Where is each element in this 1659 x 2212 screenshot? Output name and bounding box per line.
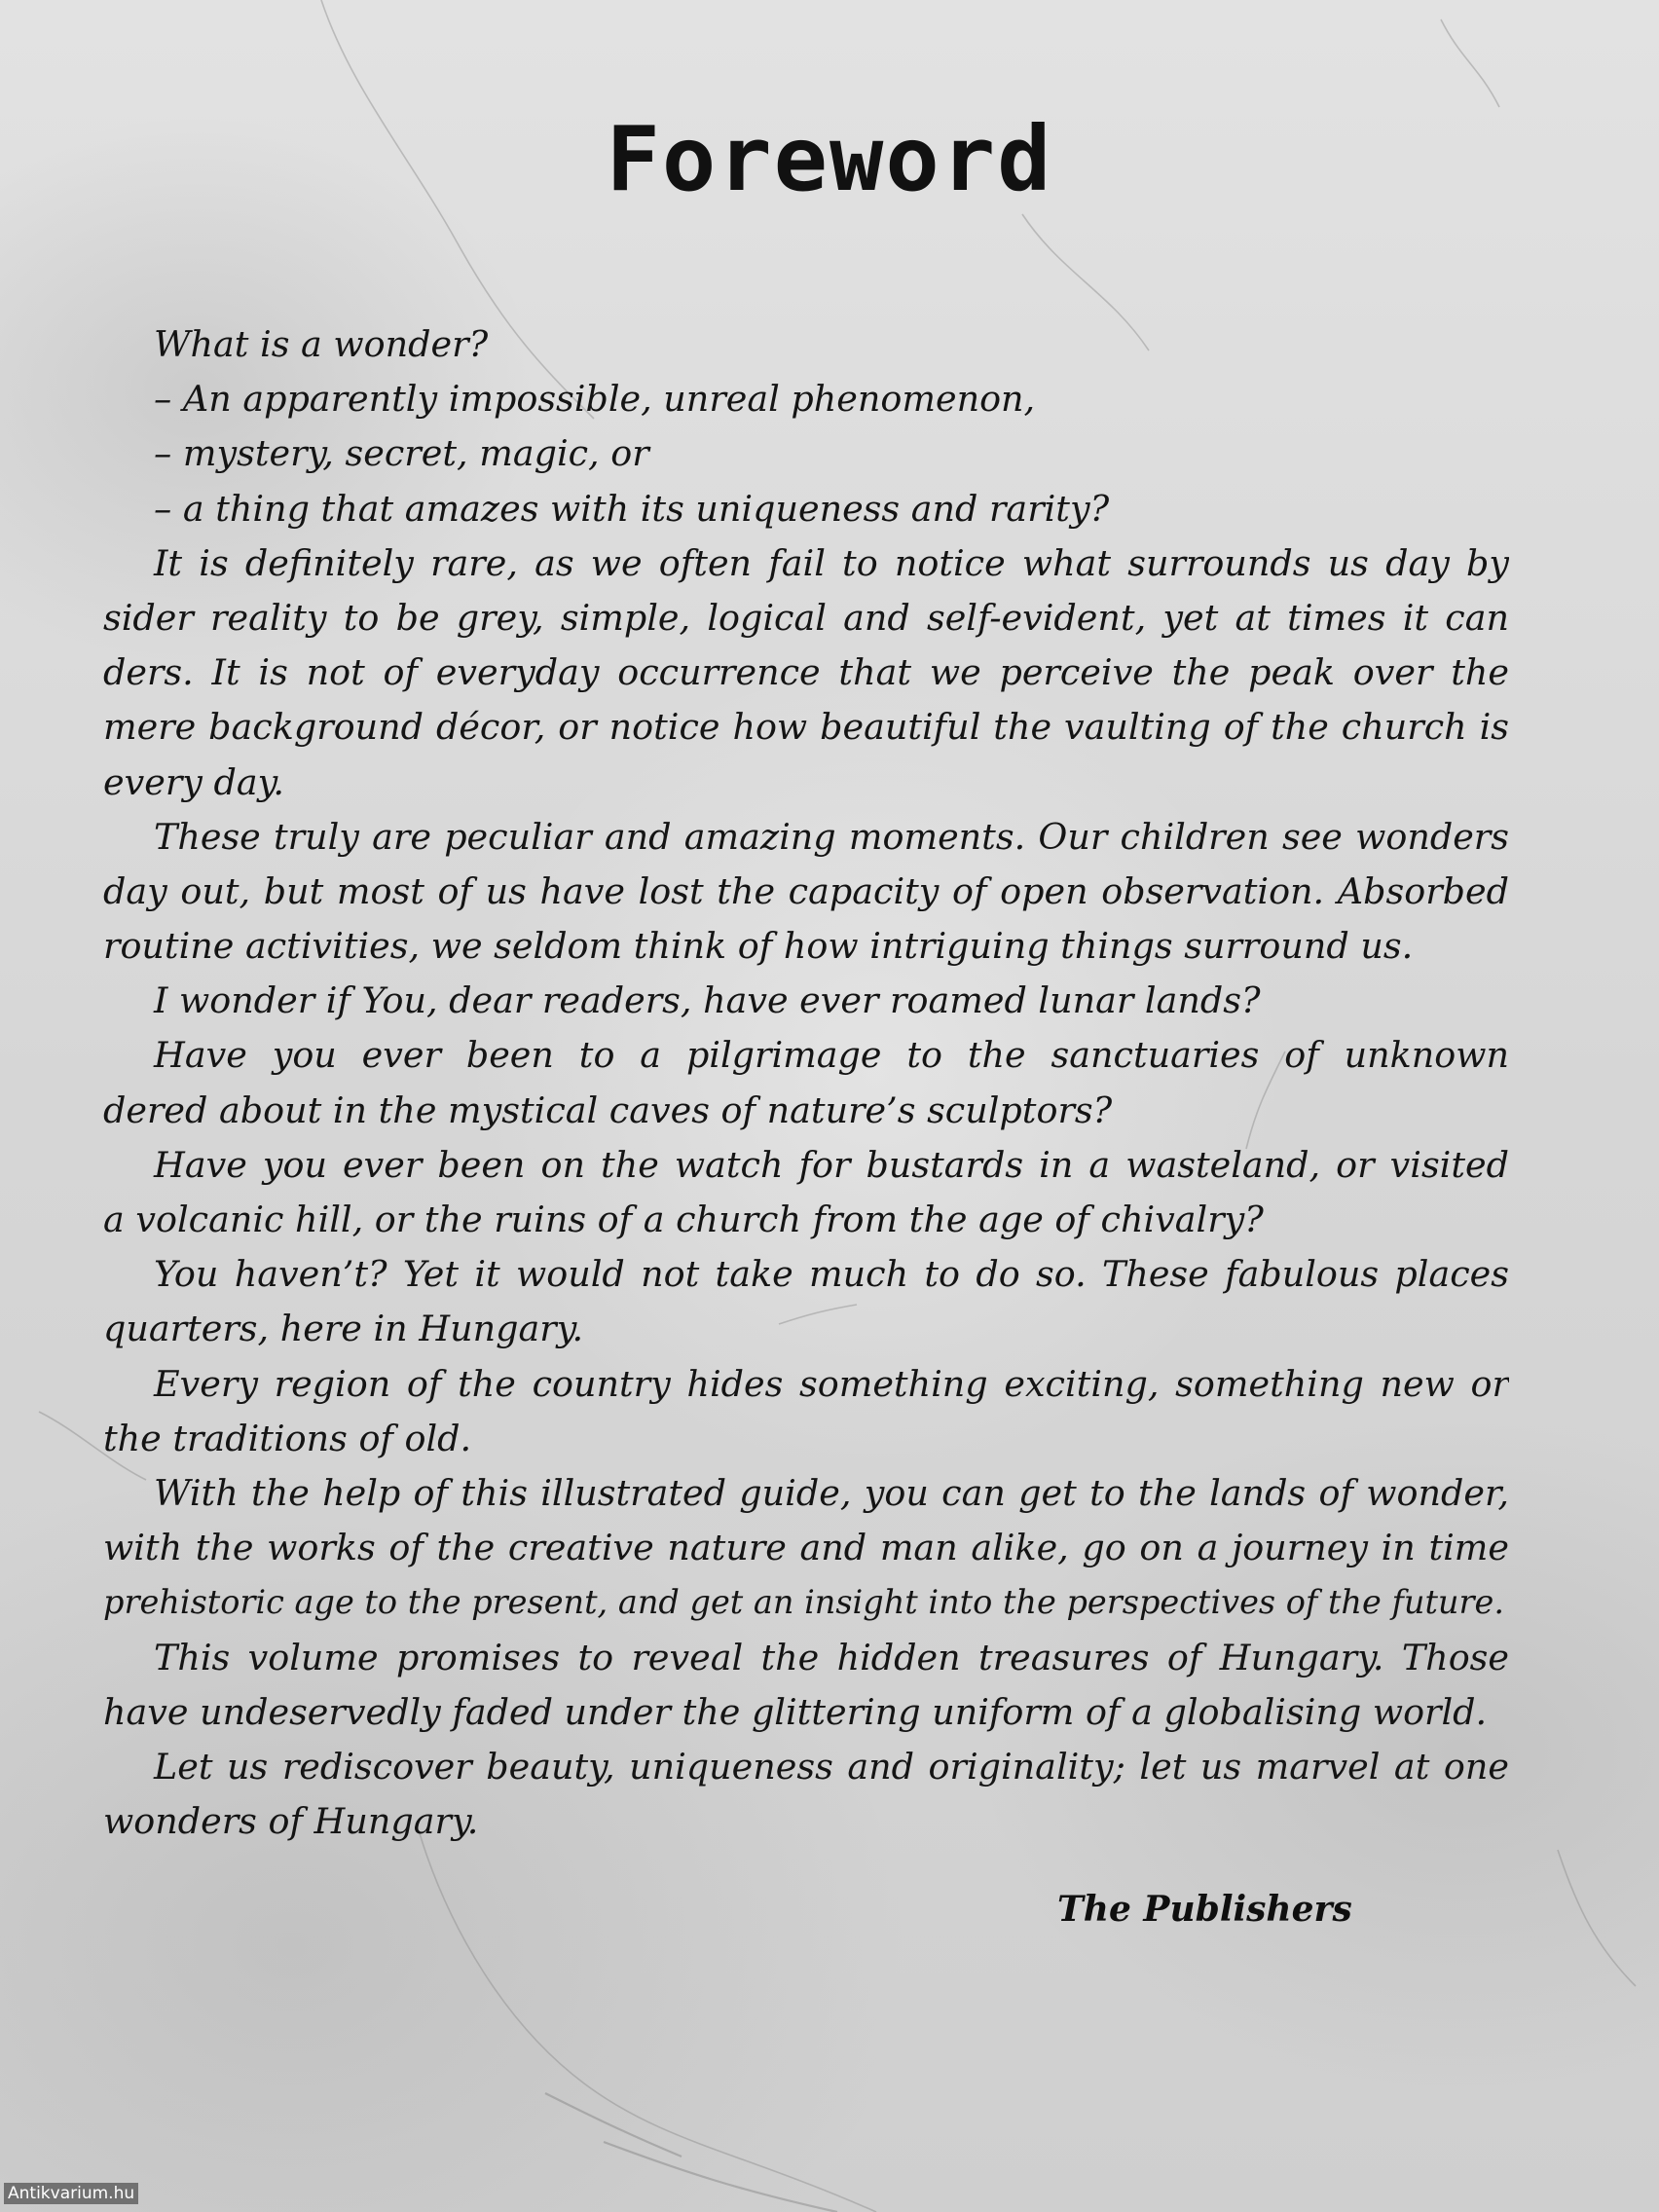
text-line: dered about in the mystical caves of nature’s sculptors? xyxy=(103,1088,1113,1131)
text-line: a volcanic hill, or the ruins of a church from the age of chivalry? xyxy=(103,1198,1264,1240)
watermark-logo: Antikvarium.hu xyxy=(4,2183,138,2204)
text-line: – mystery, secret, magic, or xyxy=(154,432,649,475)
text-line: Have you ever been on the watch for bustards in a wasteland, or visited xyxy=(154,1143,1509,1186)
text-line: These truly are peculiar and amazing moments. Our children see wonders xyxy=(154,815,1509,858)
text-line: have undeservedly faded under the glittering uniform of a globalising world. xyxy=(103,1690,1488,1733)
text-line: wonders of Hungary. xyxy=(103,1800,479,1843)
text-line: You haven’t? Yet it would not take much to do so. These fabulous places xyxy=(154,1253,1509,1296)
text-line: This volume promises to reveal the hidden treasures of Hungary. Those xyxy=(154,1636,1509,1678)
text-line: – a thing that amazes with its uniqueness and rarity? xyxy=(154,487,1110,530)
text-line: day out, but most of us have lost the capacity of open observation. Absorbed xyxy=(103,869,1509,912)
signature: The Publishers xyxy=(1057,1889,1352,1930)
text-line: Let us rediscover beauty, uniqueness and originality; let us marvel at one xyxy=(154,1745,1509,1788)
text-line: prehistoric age to the present, and get an insight into the perspectives of the future. xyxy=(103,1583,1504,1622)
text-line: with the works of the creative nature and man alike, go on a journey in time xyxy=(103,1527,1509,1569)
page-title: Foreword xyxy=(606,107,1053,211)
text-line: Every region of the country hides something exciting, something new or xyxy=(154,1362,1509,1405)
foreword-body xyxy=(103,317,1509,1849)
text-line: Have you ever been to a pilgrimage to the sanctuaries of unknown xyxy=(154,1034,1509,1077)
text-line: – An apparently impossible, unreal phenomenon, xyxy=(154,378,1036,421)
text-line: routine activities, we seldom think of how intriguing things surround us. xyxy=(103,925,1414,968)
text-line: every day. xyxy=(103,760,284,803)
text-line: It is definitely rare, as we often fail to notice what surrounds us day by xyxy=(154,541,1509,584)
text-line: What is a wonder? xyxy=(154,323,489,365)
text-line: sider reality to be grey, simple, logical and self-evident, yet at times it can xyxy=(103,596,1509,639)
text-line: the traditions of old. xyxy=(103,1417,472,1459)
text-line: With the help of this illustrated guide, you can get to the lands of wonder, xyxy=(154,1471,1509,1514)
text-line: ders. It is not of everyday occurrence that we perceive the peak over the xyxy=(103,651,1509,694)
text-line: quarters, here in Hungary. xyxy=(103,1308,584,1350)
text-line: I wonder if You, dear readers, have ever roamed lunar lands? xyxy=(154,979,1261,1022)
text-line: mere background décor, or notice how beautiful the vaulting of the church is xyxy=(103,706,1509,749)
